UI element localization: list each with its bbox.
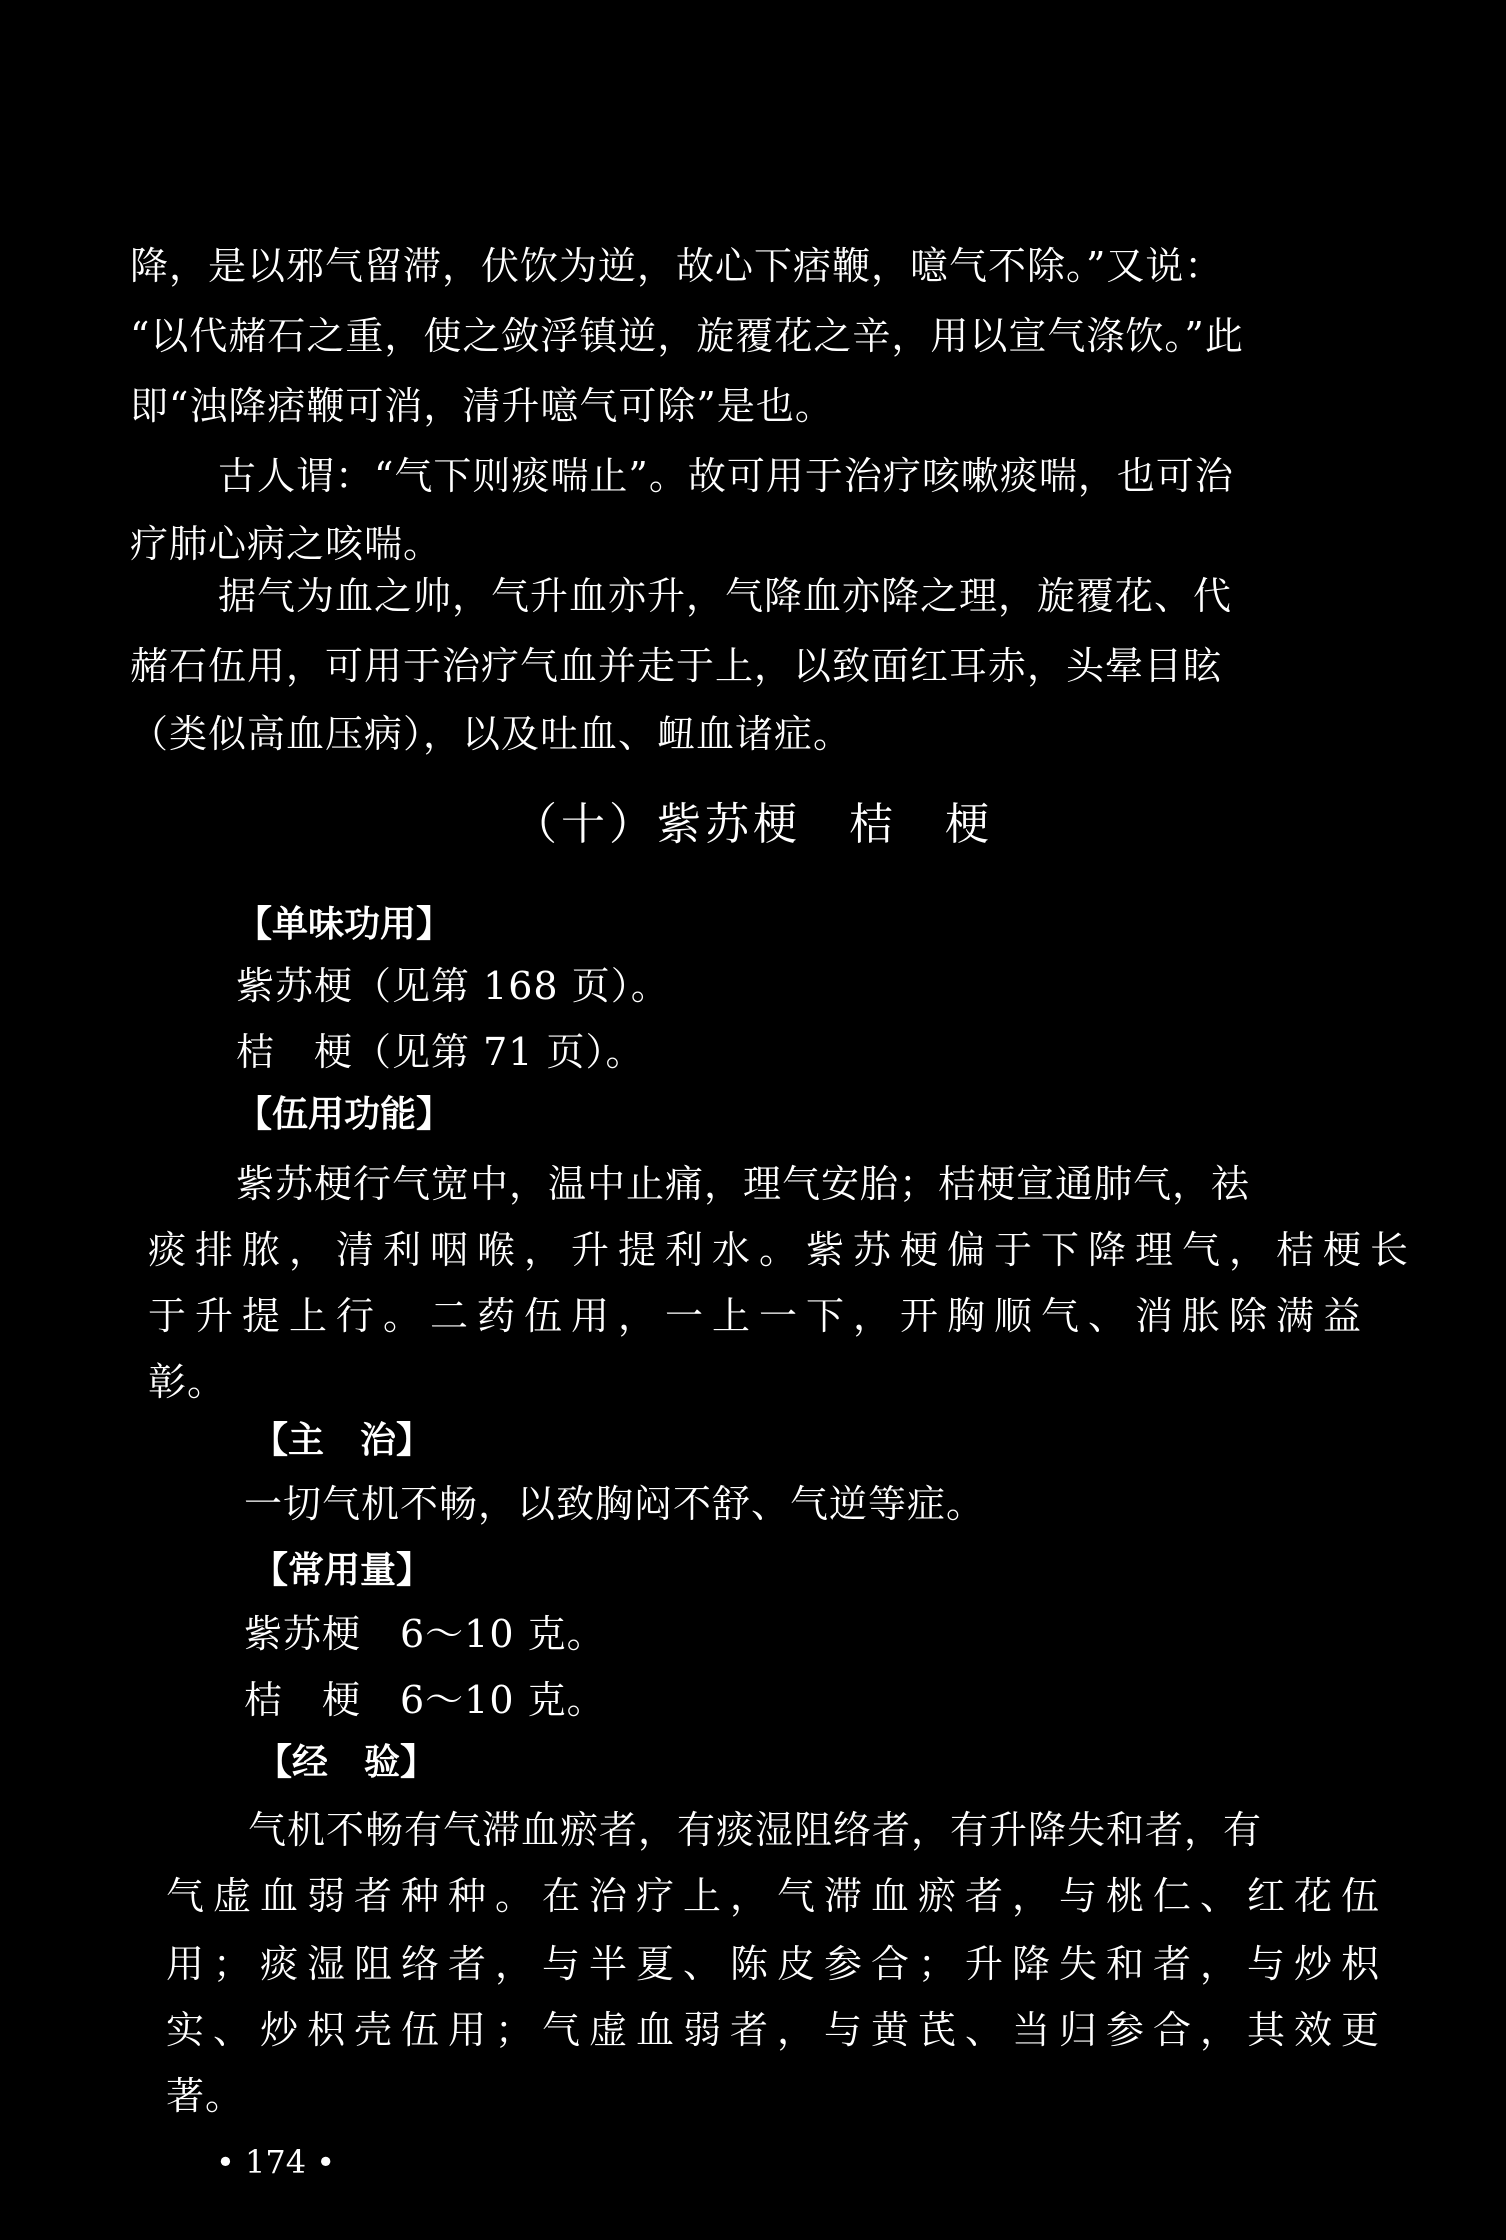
cough-paragraph-line-2: 疗肺心病之咳喘。: [130, 522, 443, 566]
continuation-line-1: 降，是以邪气留滞，伏饮为逆，故心下痞鞭，噫气不除。”又说：: [130, 244, 1224, 288]
dosage-item-1: 紫苏梗 6～10 克。: [244, 1612, 606, 1656]
experience-line-4: 实、炒枳壳伍用；气虚血弱者，与黄芪、当归参合，其效更: [166, 2008, 1389, 2052]
continuation-line-3: 即“浊降痞鞭可消，清升噫气可除”是也。: [130, 384, 834, 428]
single-function-item-1: 紫苏梗（见第 168 页）。: [236, 964, 670, 1008]
experience-line-3: 用；痰湿阻络者，与半夏、陈皮参合；升降失和者，与炒枳: [166, 1942, 1389, 1986]
experience-line-5: 著。: [166, 2074, 245, 2118]
combined-function-line-1: 紫苏梗行气宽中，温中止痛，理气安胎；桔梗宣通肺气，祛: [236, 1162, 1251, 1206]
single-function-label: 【单味功用】: [236, 904, 453, 945]
experience-line-1: 气机不畅有气滞血瘀者，有痰湿阻络者，有升降失和者，有: [248, 1808, 1263, 1852]
indications-label: 【主 治】: [252, 1420, 433, 1461]
blood-paragraph-line-3: （类似高血压病），以及吐血、衄血诸症。: [130, 712, 853, 756]
continuation-line-2: “以代赭石之重，使之敛浮镇逆，旋覆花之辛，用以宣气涤饮。”此: [130, 314, 1244, 358]
experience-line-2: 气虚血弱者种种。在治疗上，气滞血瘀者，与桃仁、红花伍: [166, 1874, 1389, 1918]
dosage-item-2: 桔 梗 6～10 克。: [244, 1678, 606, 1722]
single-function-item-2: 桔 梗（见第 71 页）。: [236, 1030, 645, 1074]
page-number: • 174 •: [216, 2143, 336, 2181]
combined-function-line-4: 彰。: [148, 1360, 227, 1404]
experience-label: 【经 验】: [256, 1742, 437, 1783]
blood-paragraph-line-2: 赭石伍用，可用于治疗气血并走于上，以致面红耳赤，头晕目眩: [130, 644, 1223, 688]
combined-function-label: 【伍用功能】: [236, 1094, 453, 1135]
combined-function-line-3: 于升提上行。二药伍用，一上一下，开胸顺气、消胀除满益: [148, 1294, 1371, 1338]
section-title: （十）紫苏梗 桔 梗: [513, 799, 993, 850]
indications-line-1: 一切气机不畅，以致胸闷不舒、气逆等症。: [244, 1482, 986, 1526]
blood-paragraph-line-1: 据气为血之帅，气升血亦升，气降血亦降之理，旋覆花、代: [218, 574, 1233, 618]
cough-paragraph-line-1: 古人谓：“气下则痰喘止”。故可用于治疗咳嗽痰喘，也可治: [218, 454, 1234, 498]
combined-function-line-2: 痰排脓，清利咽喉，升提利水。紫苏梗偏于下降理气，桔梗长: [148, 1228, 1418, 1272]
dosage-label: 【常用量】: [252, 1550, 433, 1591]
